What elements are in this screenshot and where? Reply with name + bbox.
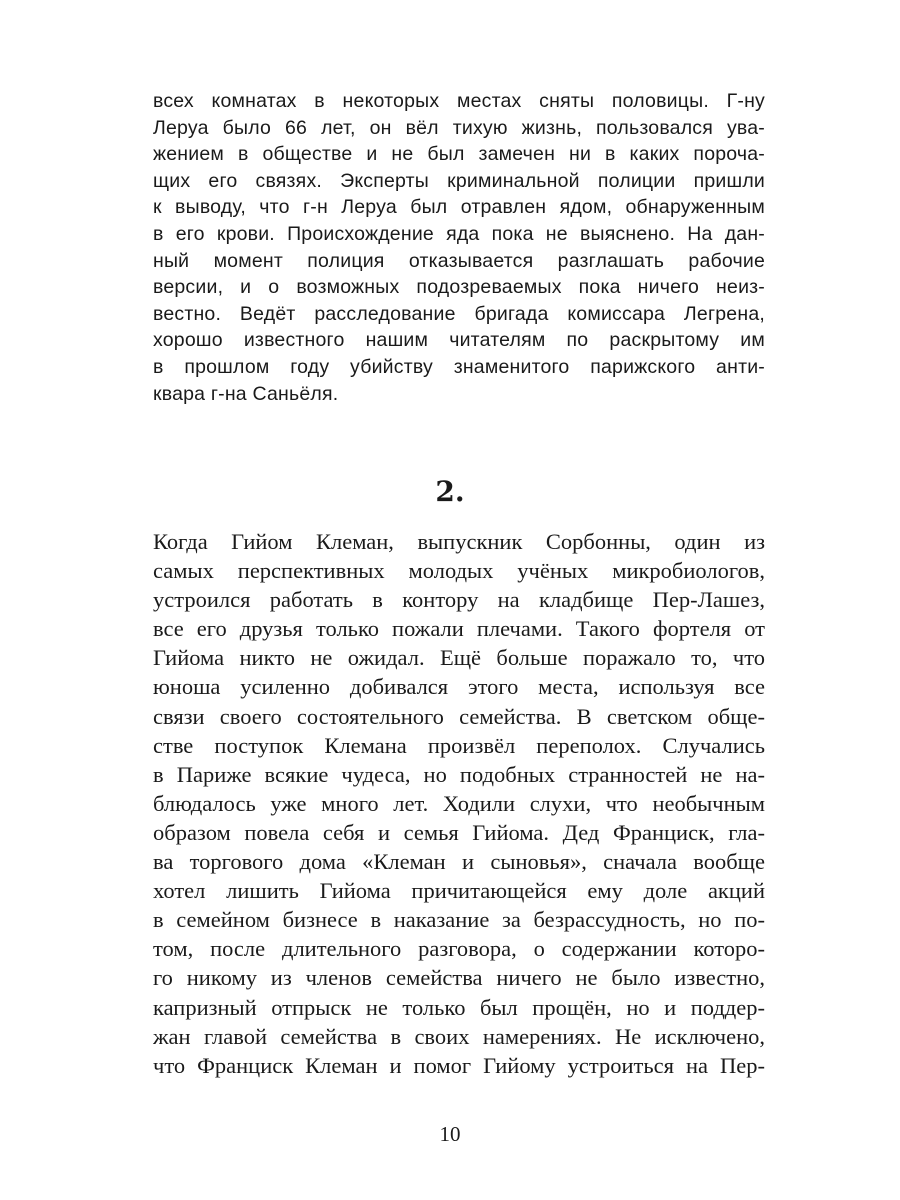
page-number: 10 [439,1122,461,1146]
text-line: все его друзья только пожали плечами. Такого фортеля от [153,616,765,642]
text-line: хотел лишить Гийома причитающейся ему доле акций [153,878,765,904]
text-line: жением в обществе и не был замечен ни в каких пороча- [153,143,765,166]
text-line: что Франциск Клеман и помог Гийому устроиться на Пер- [153,1052,765,1078]
text-line: в Париже всякие чудеса, но подобных странностей не на- [153,761,765,787]
text-line: самых перспективных молодых учёных микробиологов, [153,558,765,584]
text-line: в его крови. Происхождение яда пока не выяснено. На дан- [153,222,765,245]
text-line: Гийома никто не ожидал. Ещё больше поражало то, что [153,645,765,671]
text-line: в семейном бизнесе в наказание за безрассудность, но по- [153,907,765,933]
text-line: устроился работать в контору на кладбище Пер-Лашез, [153,587,765,613]
text-line: к выводу, что г-н Леруа был отравлен ядом, обнаруженным [153,196,765,219]
text-line: том, после длительного разговора, о содержании которо- [153,936,765,962]
text-line: версии, и о возможных подозреваемых пока ничего неиз- [153,276,765,299]
text-line: всех комнатах в некоторых местах сняты половицы. Г-ну [153,90,765,112]
chapter-heading: 2. [435,475,465,508]
text-line: блюдалось уже много лет. Ходили слухи, что необычным [153,790,765,816]
text-line: квара г-на Саньёля. [153,382,339,405]
text-line: образом повела себя и семья Гийома. Дед Франциск, гла- [153,819,765,845]
text-line: жан главой семейства в своих намерениях. Не исключено, [153,1023,765,1049]
newspaper-excerpt [153,88,765,407]
text-line: в прошлом году убийству знаменитого парижского анти- [153,355,765,378]
text-line: ва торгового дома «Клеман и сыновья», сначала вообще [153,849,765,875]
text-line: вестно. Ведёт расследование бригада комиссара Легрена, [153,302,765,325]
chapter-text [153,527,765,1080]
text-line: ный момент полиция отказывается разглашать рабочие [153,249,765,272]
text-line: капризный отпрыск не только был прощён, но и поддер- [153,994,765,1020]
text-line: хорошо известного нашим читателям по раскрытому им [153,329,765,352]
text-line: юноша усиленно добивался этого места, используя все [153,674,765,700]
text-line: щих его связях. Эксперты криминальной полиции пришли [153,169,765,192]
text-line: связи своего состоятельного семейства. В светском обще- [153,703,765,729]
text-line: Когда Гийом Клеман, выпускник Сорбонны, один из [153,529,765,554]
text-line: стве поступок Клемана произвёл переполох. Случались [153,732,765,758]
text-line: го никому из членов семейства ничего не было известно, [153,965,765,991]
text-line: Леруа было 66 лет, он вёл тихую жизнь, пользовался ува- [153,116,765,139]
